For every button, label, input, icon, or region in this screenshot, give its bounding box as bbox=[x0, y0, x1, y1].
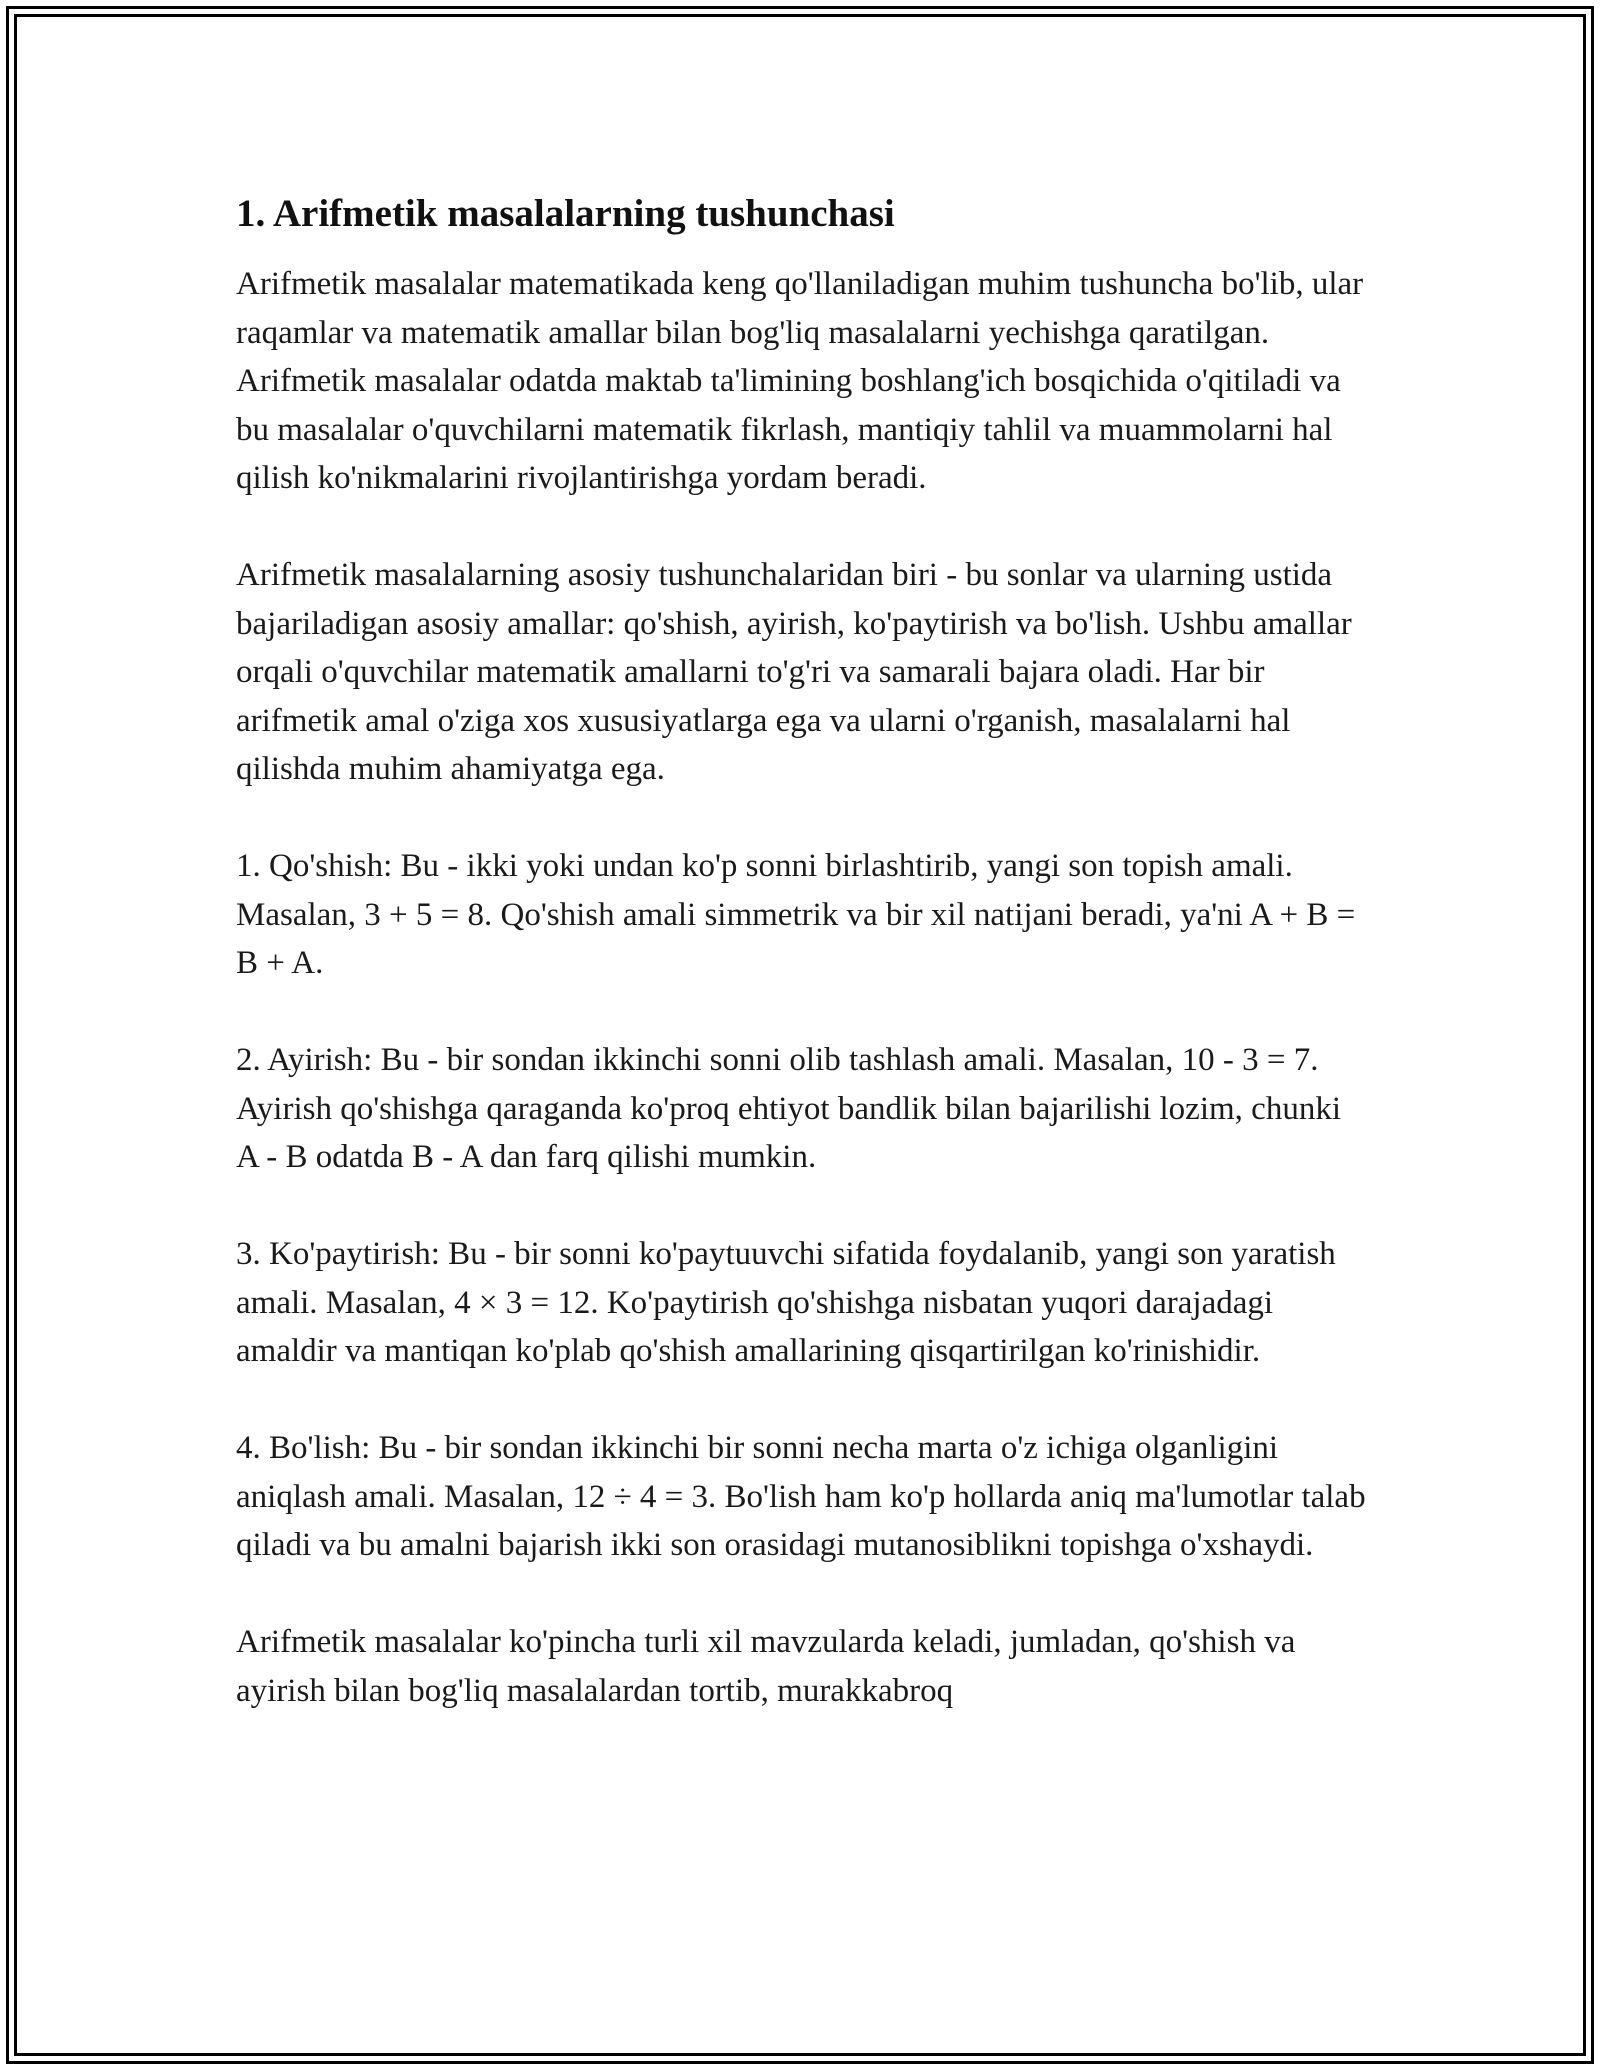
paragraph-division: 4. Bo'lish: Bu - bir sondan ikkinchi bir sonni necha marta o'z ichiga olganligini aniqlash amali. Masalan, 12 ÷ 4 = 3. Bo'lish ham ko'p hollarda aniq ma'lumotlar talab qiladi va bu amalni bajarish ikki son orasidagi mutanosiblikni topishga o'xshaydi. bbox=[236, 1430, 1366, 1563]
paragraph-topics: Arifmetik masalalar ko'pincha turli xil mavzularda keladi, jumladan, qo'shish va ayirish bilan bog'liq masalalardan tortib, murakkabroq bbox=[236, 1624, 1296, 1709]
paragraph-addition: 1. Qo'shish: Bu - ikki yoki undan ko'p sonni birlashtirib, yangi son topish amali. Masalan, 3 + 5 = 8. Qo'shish amali simmetrik va bir xil natijani beradi, ya'ni A + B = B + A. bbox=[236, 848, 1356, 981]
paragraph-intro: Arifmetik masalalar matematikada keng qo'llaniladigan muhim tushuncha bo'lib, ular raqamlar va matematik amallar bilan bog'liq masalalarni yechishga qaratilgan. Arifmetik masalalar odatda maktab ta'limining boshlang'ich bosqichida o'qitiladi va bu masalalar o'quvchilarni matematik fikrlash, mantiqiy tahlil va muammolarni hal qilish ko'nikmalarini rivojlantirishga yordam beradi. bbox=[236, 266, 1364, 496]
section-heading: 1. Arifmetik masalalarning tushunchasi bbox=[236, 192, 895, 235]
paragraph-basic-operations: Arifmetik masalalarning asosiy tushunchalaridan biri - bu sonlar va ularning ustida bajariladigan asosiy amallar: qo'shish, ayirish, ko'paytirish va bo'lish. Ushbu amallar orqali o'quvchilar matematik amallarni to'g'ri va samarali bajara oladi. Har bir arifmetik amal o'ziga xos xususiyatlarga ega va ularni o'rganish, masalalarni hal qilishda muhim ahamiyatga ega. bbox=[236, 557, 1352, 787]
paragraph-multiplication: 3. Ko'paytirish: Bu - bir sonni ko'paytuuvchi sifatida foydalanib, yangi son yaratish amali. Masalan, 4 × 3 = 12. Ko'paytirish qo'shishga nisbatan yuqori darajadagi amaldir va mantiqan ko'plab qo'shish amallarining qisqartirilgan ko'rinishidir. bbox=[236, 1236, 1336, 1369]
document-body bbox=[236, 186, 1366, 1715]
paragraph-subtraction: 2. Ayirish: Bu - bir sondan ikkinchi sonni olib tashlash amali. Masalan, 10 - 3 = 7. Ayirish qo'shishga qaraganda ko'proq ehtiyot bandlik bilan bajarilishi lozim, chunki A - B odatda B - A dan farq qilishi mumkin. bbox=[236, 1042, 1341, 1175]
